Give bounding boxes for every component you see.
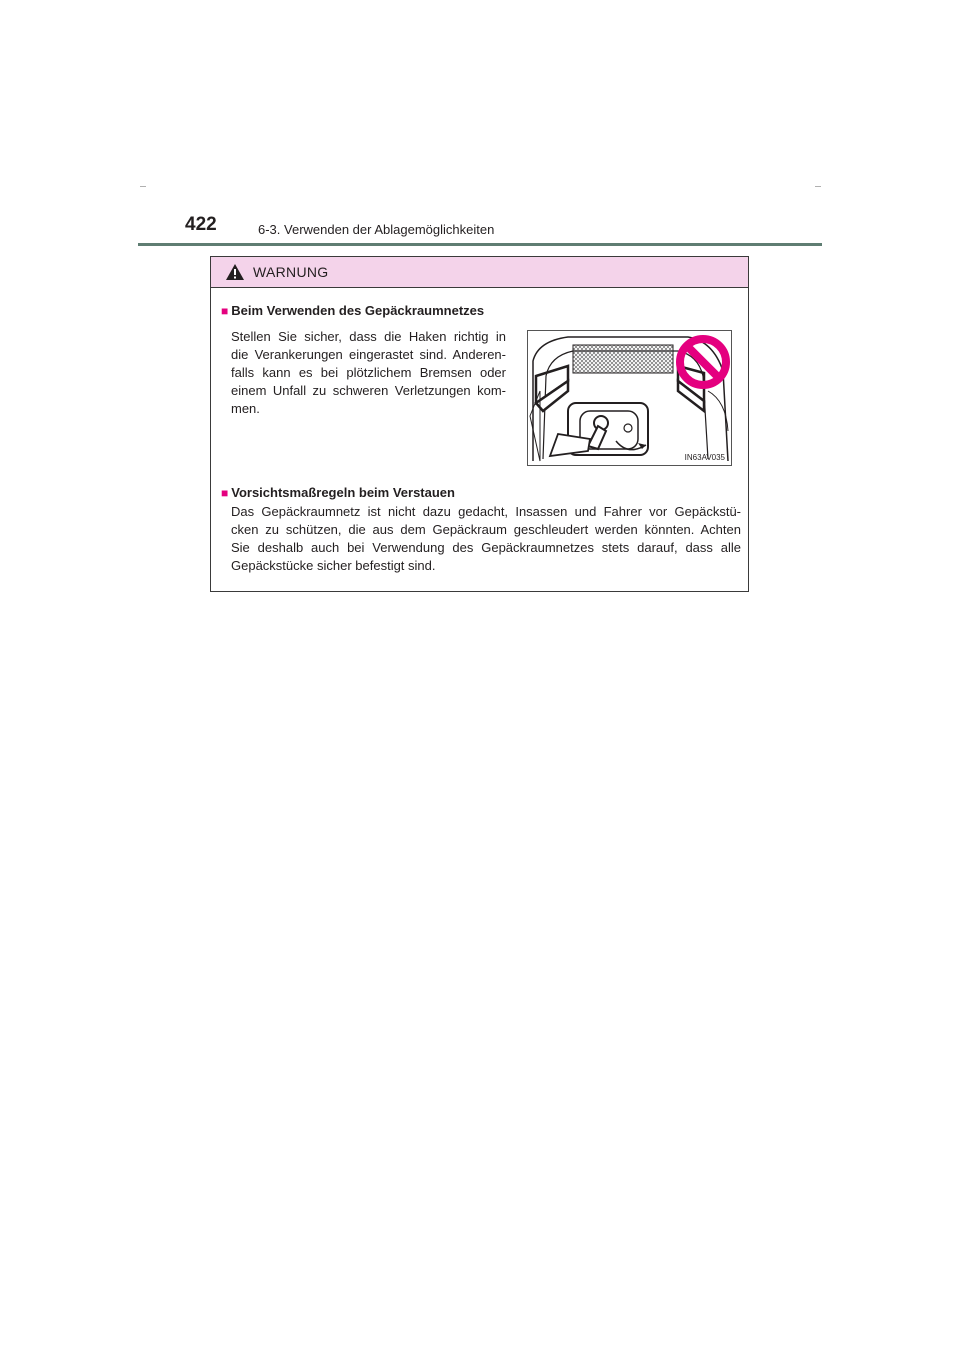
warning-header xyxy=(211,257,748,288)
stowing-paragraph xyxy=(231,503,741,575)
text-line: Das Gepäckraumnetz ist nicht dazu gedacht, Insassen und Fahrer vor Gepäckstü- xyxy=(231,504,741,519)
figure-code: IN63AV035 xyxy=(684,453,725,462)
text-line: Sie deshalb auch bei Verwendung des Gepäckraumnetzes stets darauf, dass alle xyxy=(231,540,741,555)
page-number: 422 xyxy=(185,214,217,235)
text-line: cken zu schützen, die aus dem Gepäckraum geschleudert werden könnten. Achten xyxy=(231,522,741,537)
text-line: einem Unfall zu schweren Verletzungen kom- xyxy=(231,383,506,398)
warning-box xyxy=(210,256,749,592)
header-rule xyxy=(138,243,822,246)
section-title: 6-3. Verwenden der Ablagemöglichkeiten xyxy=(258,222,495,237)
crop-mark-left xyxy=(140,186,146,187)
text-line: falls kann es bei plötzlichem Bremsen oder xyxy=(231,365,506,380)
net-paragraph xyxy=(231,328,506,418)
section-heading-net: ■ Beim Verwenden des Gepäckraumnetzes xyxy=(221,303,485,318)
crop-mark-right xyxy=(815,186,821,187)
warning-triangle-icon xyxy=(225,263,245,281)
prohibited-icon xyxy=(675,334,731,390)
text-line: Stellen Sie sicher, dass die Haken richtig in xyxy=(231,329,506,344)
cargo-net-illustration xyxy=(527,330,732,466)
square-bullet-icon: ■ xyxy=(221,486,229,500)
text-line: men. xyxy=(231,401,260,416)
warning-title: WARNUNG xyxy=(253,264,329,280)
text-line: Gepäckstücke sicher befestigt sind. xyxy=(231,558,436,573)
page-header xyxy=(138,214,822,246)
text-line: die Verankerungen eingerastet sind. Anderen- xyxy=(231,347,506,362)
section-heading-stowing: ■ Vorsichtsmaßregeln beim Verstauen xyxy=(221,485,455,500)
square-bullet-icon: ■ xyxy=(221,304,229,318)
